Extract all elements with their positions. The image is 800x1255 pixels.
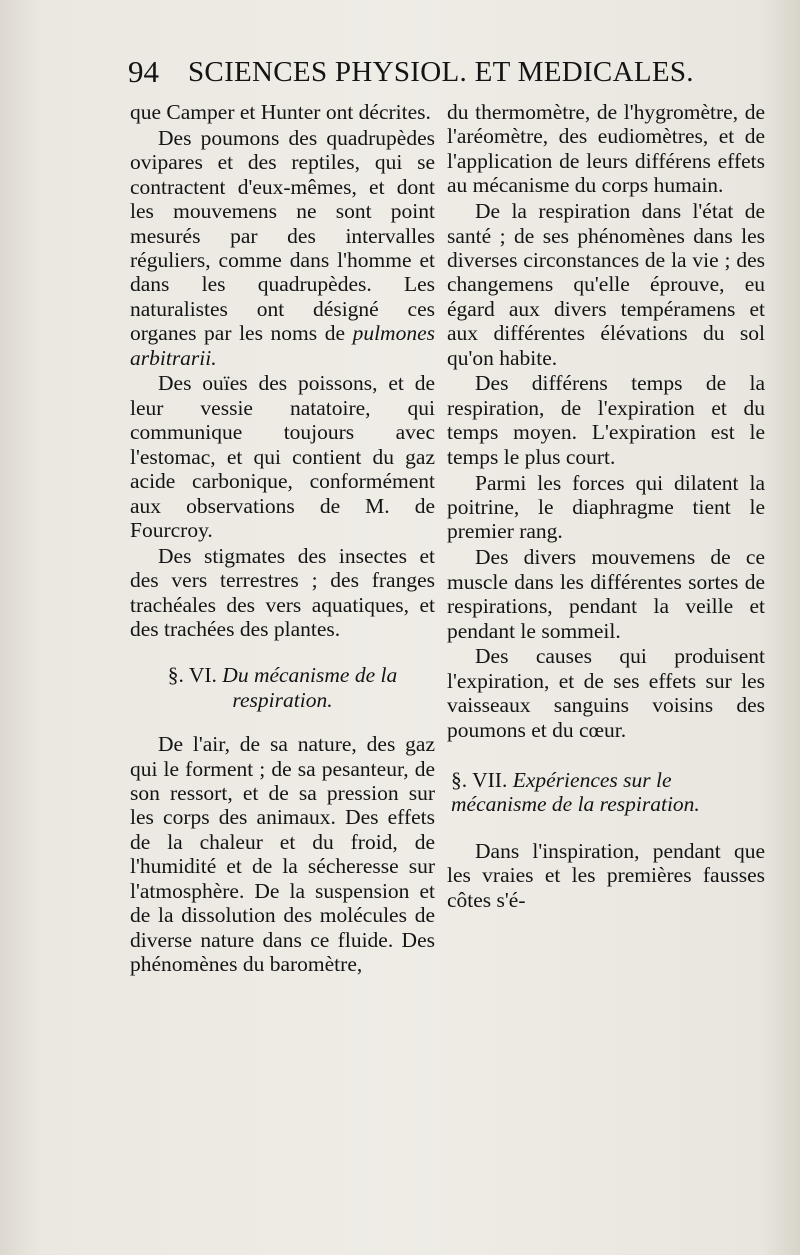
paragraph: Des divers mouvemens de ce muscle dans les différentes sortes de respirations, pendant la veille et pendant le sommeil. xyxy=(447,545,765,643)
paragraph: Des différens temps de la respiration, de l'expiration et du temps moyen. L'expiration est le temps le plus court. xyxy=(447,371,765,469)
section-title: Expériences sur le mécanisme de la respiration. xyxy=(451,768,700,817)
paragraph-text: Des poumons des quadrupèdes ovipares et des reptiles, qui se contractent d'eux-mêmes, et dont les mouvemens ne sont point mesurés par des intervalles réguliers, comme dans l'homme et dans les quadrupèdes. Les naturalistes ont désigné ces organes par les noms de xyxy=(130,125,435,346)
paragraph: que Camper et Hunter ont décrites. xyxy=(130,100,431,124)
paragraph: Des stigmates des insectes et des vers terrestres ; des franges trachéales des vers aquatiques, et des trachées des plantes. xyxy=(130,543,435,642)
latin-term: pulmones arbitrarii. xyxy=(130,321,435,370)
paragraph: du thermomètre, de l'hygromètre, de l'aréomètre, des eudiomètres, et de l'application de leurs différens effets au mécanisme du corps humain. xyxy=(447,100,765,198)
paragraph: Des ouïes des poissons, et de leur vessie natatoire, qui communique toujours avec l'estomac, et qui contient du gaz acide carbonique, conformément aux observations de M. de Fourcroy. xyxy=(130,371,435,542)
paragraph: Des causes qui produisent l'expiration, et de ses effets sur les vaisseaux sanguins voisins des poumons et du cœur. xyxy=(447,644,765,742)
paragraph: Parmi les forces qui dilatent la poitrine, le diaphragme tient le premier rang. xyxy=(447,470,765,544)
section-number: §. VII. xyxy=(451,768,508,793)
section-heading xyxy=(447,768,765,817)
paragraph: Dans l'inspiration, pendant que les vraies et les premières fausses côtes s'é- xyxy=(447,838,765,912)
section-title: Du mécanisme de la respiration. xyxy=(222,663,398,712)
left-column xyxy=(130,100,435,978)
paragraph: De l'air, de sa nature, des gaz qui le forment ; de sa pesanteur, de son ressort, et de sa pression sur les corps des animaux. Des effets de la chaleur et du froid, de l'humidité et de la sécheresse sur l'atmosphère. De la suspension et de la dissolution des molécules de diverse nature dans ce fluide. Des phénomènes du baromètre, xyxy=(130,732,435,976)
paragraph: De la respiration dans l'état de santé ; de ses phénomènes dans les diverses circonstances de la vie ; des changemens qu'elle éprouve, eu égard aux divers tempéramens et aux différentes élévations du sol qu'on habite. xyxy=(447,199,765,370)
section-number: §. VI. xyxy=(167,663,217,688)
right-column xyxy=(447,100,765,914)
paragraph xyxy=(130,126,435,370)
page-header xyxy=(128,52,728,98)
page-number: 94 xyxy=(128,54,159,89)
running-head: SCIENCES PHYSIOL. ET MEDICALES. xyxy=(188,56,694,88)
section-heading xyxy=(130,663,435,712)
